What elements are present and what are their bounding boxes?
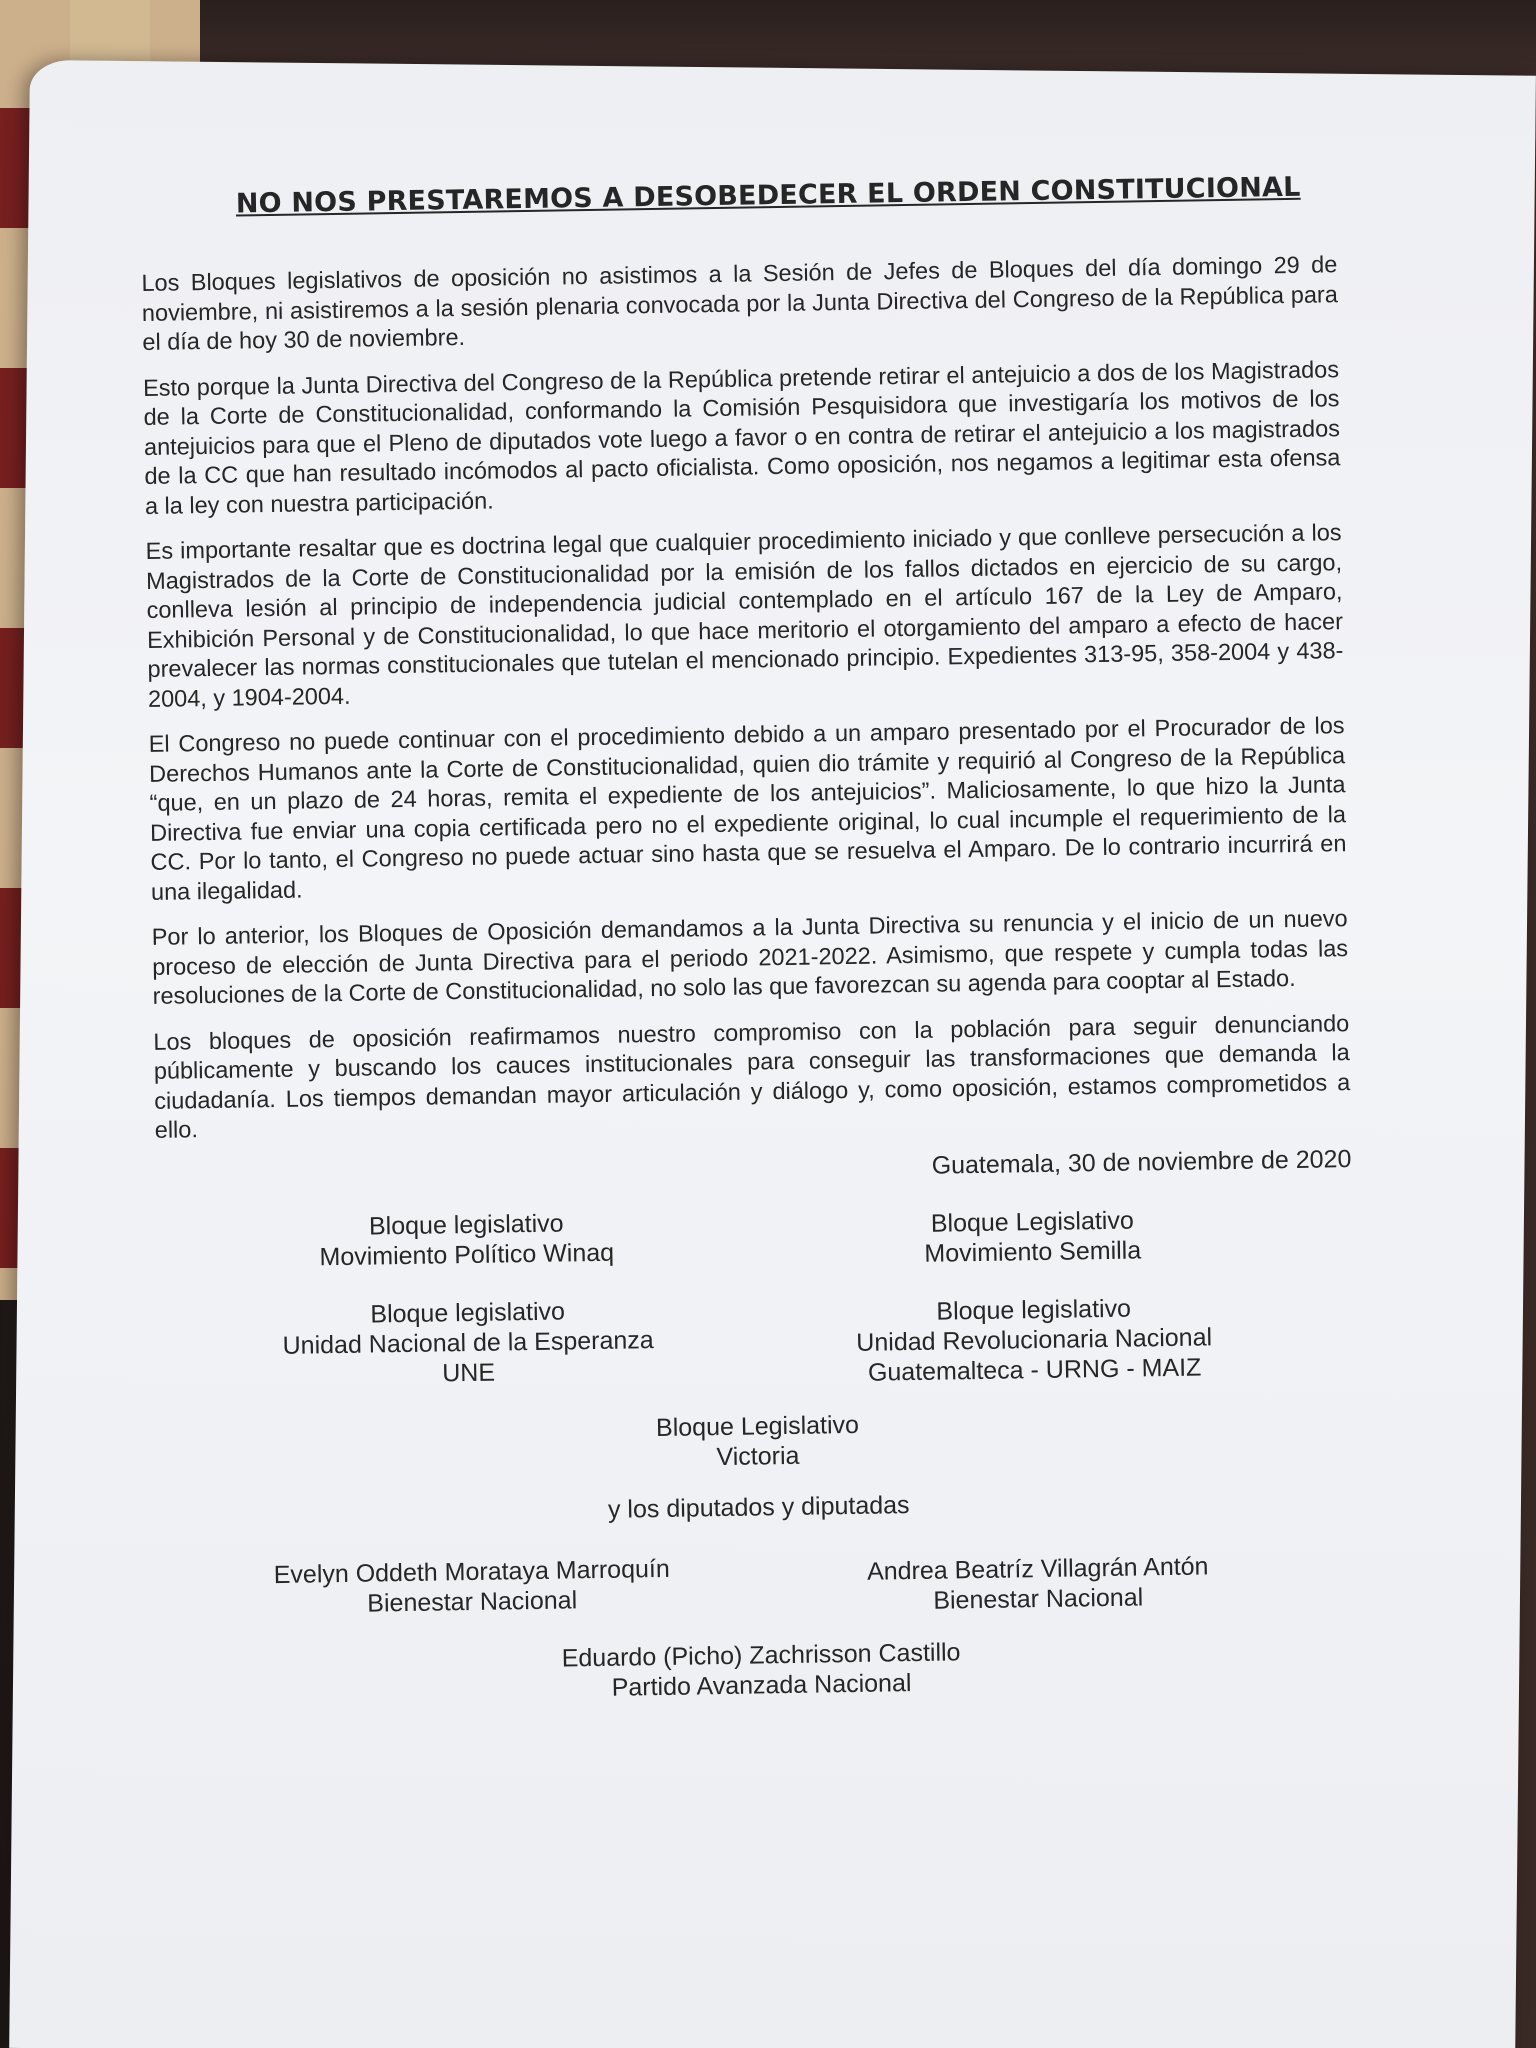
paragraph-5: Por lo anterior, los Bloques de Oposición demandamos a la Junta Directiva su renuncia y el inicio de un nuevo proceso de elección de Junta Directiva para el periodo 2021-2022. Asimismo, que respete y cumpla todas las resoluciones de la Corte de Constitucionalidad, no solo las que favorezcan su agenda para cooptar al Estado. xyxy=(151,905,1349,1009)
document-body xyxy=(140,171,1360,1731)
signature-line: Bloque Legislativo xyxy=(655,1410,860,1442)
signature-line: Partido Avanzada Nacional xyxy=(611,1668,912,1702)
signature-line: Movimiento Semilla xyxy=(924,1235,1142,1268)
signature-line: UNE xyxy=(441,1358,496,1387)
signature-row-2 xyxy=(157,1284,1354,1399)
signature-line: Bloque legislativo xyxy=(936,1294,1132,1326)
paragraph-6: Los bloques de oposición reafirmamos nuestro compromiso con la población para seguir denunciando públicamente y buscando los cauces institucionales para conseguir las transformaciones que demanda la ciudadanía. Los tiempos demandan mayor articulación y diálogo y, como oposición, estamos comprometidos a ello. xyxy=(153,1009,1351,1143)
signature-line: Bienestar Nacional xyxy=(367,1585,578,1618)
signature-winaq xyxy=(206,1205,727,1279)
signature-line: Evelyn Oddeth Morataya Marroquín xyxy=(273,1554,670,1589)
signature-line: Movimiento Político Winaq xyxy=(319,1238,615,1271)
signature-line: Unidad Nacional de la Esperanza xyxy=(282,1325,654,1360)
signature-urng xyxy=(773,1291,1294,1389)
signature-semilla xyxy=(772,1203,1293,1271)
deputies-intro: y los diputados y diputadas xyxy=(607,1490,910,1524)
signature-line: Andrea Beatríz Villagrán Antón xyxy=(866,1551,1209,1586)
paragraph-1: Los Bloques legislativos de oposición no asistimos a la Sesión de Jefes de Bloques del día domingo 29 de noviembre, ni asistiremos a la sesión plenaria convocada por la Junta Directiva del Congreso de la República para el día de hoy 30 de noviembre. xyxy=(141,251,1338,355)
signature-une xyxy=(207,1293,728,1397)
signature-line: Bloque Legislativo xyxy=(930,1206,1134,1238)
signature-line: Bloque legislativo xyxy=(368,1208,564,1241)
signature-morataya xyxy=(212,1552,733,1626)
signature-line: Unidad Revolucionaria Nacional xyxy=(856,1322,1213,1357)
document-title: NO NOS PRESTAREMOS A DESOBEDECER EL ORDEN CONSTITUCIONAL xyxy=(235,171,1301,220)
paragraph-3: Es importante resaltar que es doctrina legal que cualquier procedimiento iniciado y que conlleve persecución a los Magistrados de la Corte de Constitucionalidad por la emisión de los fallos dictados en ejercicio de su cargo, conlleva lesión al principio de independencia judicial contemplado en el artículo 167 de la Ley de Amparo, Exhibición Personal y de Constitucionalidad, lo que hace meritorio el otorgamiento del amparo a efecto de hacer prevalecer las normas constitucionales que tutelan el mencionado principio. Expedientes 313-95, 358-2004 y 438-2004, y 1904-2004. xyxy=(145,519,1344,712)
signature-line: Bienestar Nacional xyxy=(933,1582,1144,1615)
signature-victoria xyxy=(159,1402,1356,1481)
signature-row-3 xyxy=(162,1543,1359,1628)
signature-line: Bloque legislativo xyxy=(370,1296,566,1329)
signature-line: Eduardo (Picho) Zachrisson Castillo xyxy=(561,1637,961,1673)
date-line: Guatemala, 30 de noviembre de 2020 xyxy=(931,1144,1352,1180)
signature-villagran xyxy=(778,1549,1299,1617)
paragraph-2: Esto porque la Junta Directiva del Congreso de la República pretende retirar el antejuicio a dos de los Magistrados de la Corte de Constitucionalidad, conformando la Comisión Pesquisidora que investigaría los motivos de los antejuicios para que el Pleno de diputados vote luego a favor o en contra de retirar el antejuicio a los magistrados de la CC que han resultado incómodos al pacto oficialista. Como oposición, nos negamos a legitimar esta ofensa a la ley con nuestra participación. xyxy=(142,355,1341,519)
signature-line: Guatemalteca - URNG - MAIZ xyxy=(867,1352,1202,1387)
paragraph-4: El Congreso no puede continuar con el procedimiento debido a un amparo presentado por el Procurador de los Derechos Humanos ante la Corte de Constitucionalidad, quien dio trámite y requirió al Congreso de la República “que, en un plazo de 24 horas, remita el expediente de los antejuicios”. Maliciosamente, lo que hizo la Junta Directiva fue enviar una copia certificada pero no el expediente original, lo cual incumple el requerimiento de la CC. Por lo tanto, el Congreso no puede actuar sino hasta que se resuelva el Amparo. De lo contrario incurrirá en una ilegalidad. xyxy=(148,712,1347,905)
signature-row-1 xyxy=(156,1196,1353,1281)
signature-zachrisson xyxy=(163,1631,1360,1710)
signature-line: Victoria xyxy=(716,1441,800,1471)
